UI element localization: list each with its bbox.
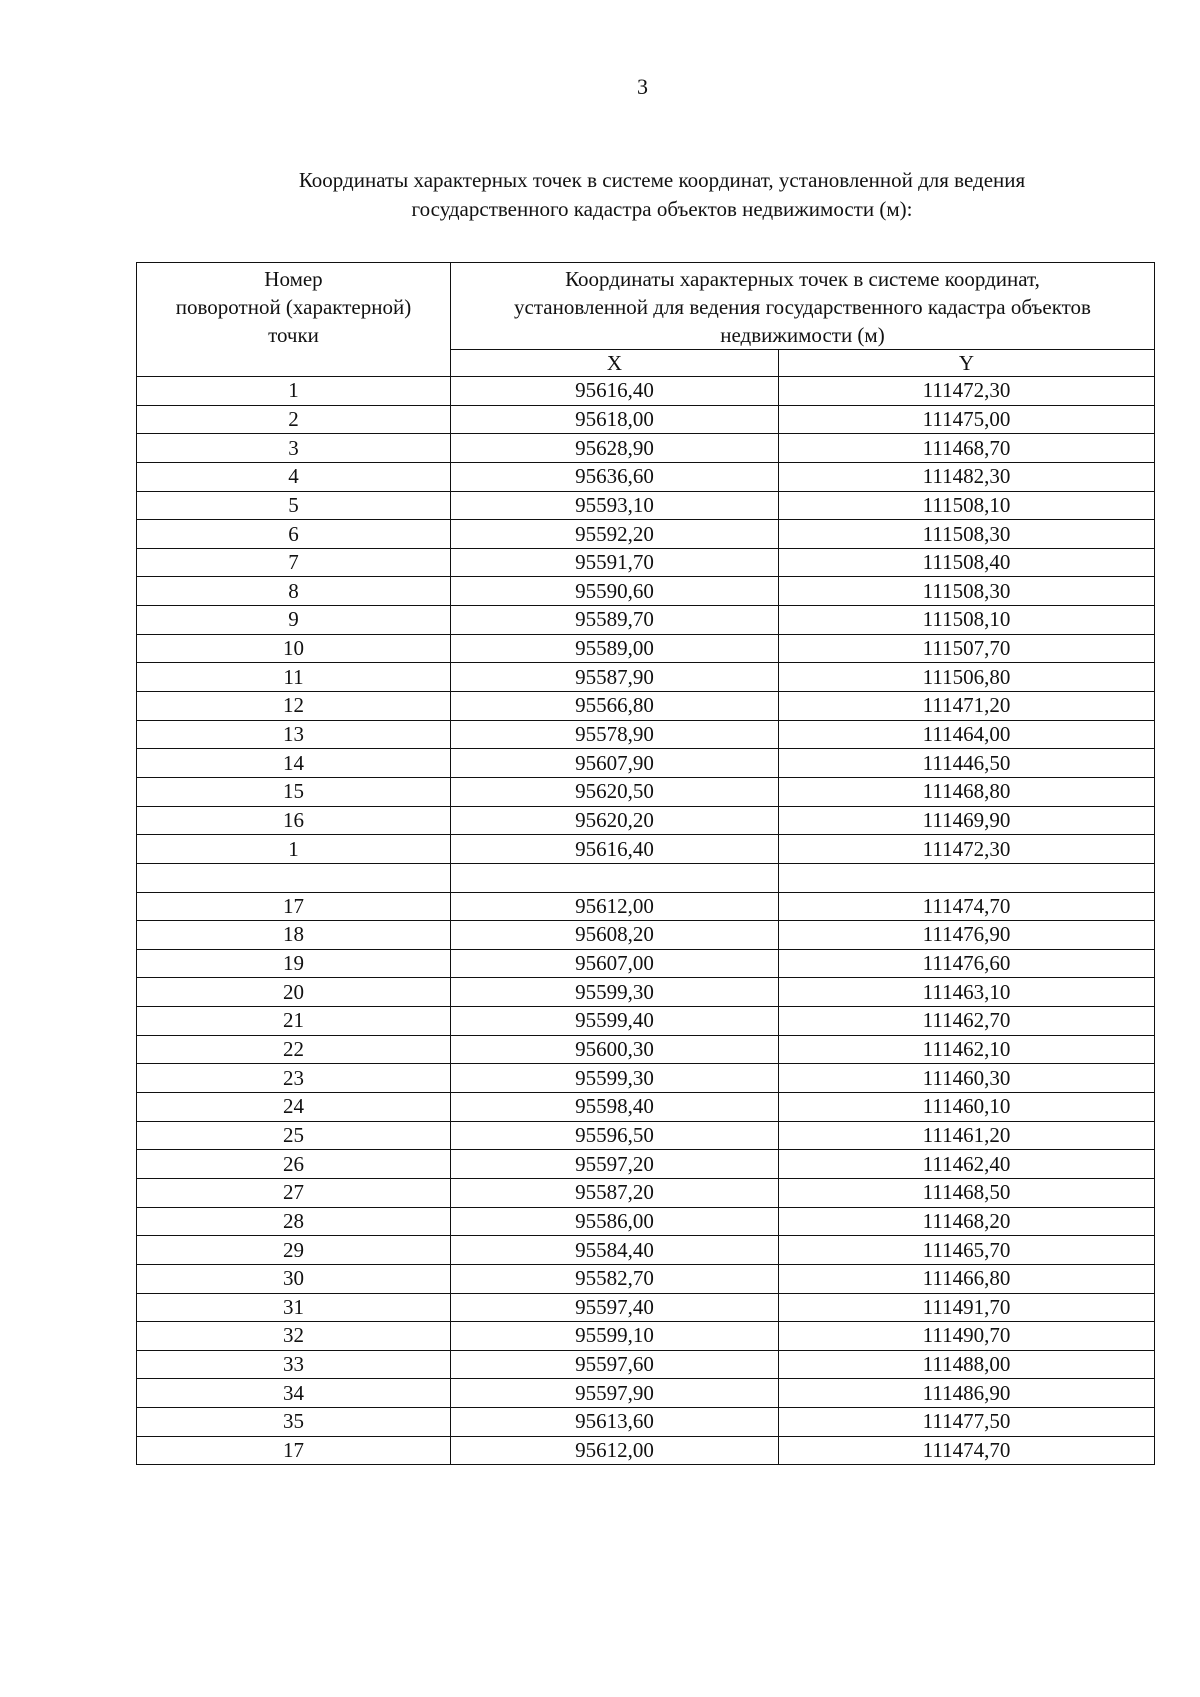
table-row [137, 777, 1155, 806]
x-coordinate-cell: 95600,30 [451, 1035, 779, 1064]
table-row [137, 835, 1155, 864]
y-coordinate-cell: 111461,20 [779, 1121, 1155, 1150]
x-coordinate-cell: 95590,60 [451, 577, 779, 606]
y-coordinate-cell: 111462,70 [779, 1007, 1155, 1036]
table-row [137, 806, 1155, 835]
y-coordinate-cell: 111486,90 [779, 1379, 1155, 1408]
x-coordinate-cell: 95584,40 [451, 1236, 779, 1265]
y-coordinate-cell: 111476,90 [779, 921, 1155, 950]
point-number-cell: 8 [137, 577, 451, 606]
point-number-cell: 30 [137, 1264, 451, 1293]
point-number-cell: 26 [137, 1150, 451, 1179]
x-coordinate-cell: 95607,00 [451, 949, 779, 978]
x-coordinate-cell: 95620,50 [451, 777, 779, 806]
x-coordinate-cell: 95597,40 [451, 1293, 779, 1322]
point-number-cell: 35 [137, 1408, 451, 1437]
x-coordinate-cell: 95599,30 [451, 978, 779, 1007]
x-coordinate-cell: 95589,70 [451, 606, 779, 635]
point-number-cell: 13 [137, 720, 451, 749]
x-coordinate-cell: 95587,90 [451, 663, 779, 692]
y-coordinate-cell: 111465,70 [779, 1236, 1155, 1265]
table-row [137, 1408, 1155, 1437]
coordinates-header-line-1: Координаты характерных точек в системе координат, [565, 267, 1040, 291]
x-coordinate-cell: 95607,90 [451, 749, 779, 778]
point-number-cell: 3 [137, 434, 451, 463]
table-row [137, 1236, 1155, 1265]
table-row [137, 949, 1155, 978]
table-row [137, 1064, 1155, 1093]
point-number-cell: 17 [137, 1436, 451, 1465]
coordinates-header [451, 263, 1155, 350]
table-row [137, 1035, 1155, 1064]
x-coordinate-cell: 95620,20 [451, 806, 779, 835]
table-row [137, 462, 1155, 491]
table-row [137, 892, 1155, 921]
x-coordinate-cell: 95592,20 [451, 520, 779, 549]
x-coordinate-cell: 95612,00 [451, 1436, 779, 1465]
y-coordinate-cell: 111474,70 [779, 1436, 1155, 1465]
x-coordinate-cell: 95593,10 [451, 491, 779, 520]
y-coordinate-cell: 111460,10 [779, 1093, 1155, 1122]
point-number-cell: 18 [137, 921, 451, 950]
x-coordinate-cell: 95616,40 [451, 835, 779, 864]
y-coordinate-cell: 111446,50 [779, 749, 1155, 778]
point-number-cell: 5 [137, 491, 451, 520]
x-coordinate-cell: 95597,90 [451, 1379, 779, 1408]
heading-line-2: государственного кадастра объектов недвижимости (м): [411, 197, 913, 221]
x-coordinate-cell: 95587,20 [451, 1178, 779, 1207]
table-row [137, 1121, 1155, 1150]
x-coordinate-cell: 95597,60 [451, 1350, 779, 1379]
page-number: 3 [637, 74, 648, 99]
y-coordinate-cell: 111460,30 [779, 1064, 1155, 1093]
table-row [137, 577, 1155, 606]
point-number-cell: 34 [137, 1379, 451, 1408]
point-number-header [137, 263, 451, 377]
point-number-cell: 10 [137, 634, 451, 663]
point-number-cell: 29 [137, 1236, 451, 1265]
table-row [137, 1293, 1155, 1322]
y-coordinate-cell: 111508,10 [779, 491, 1155, 520]
y-coordinate-cell: 111508,10 [779, 606, 1155, 635]
y-coordinate-cell: 111474,70 [779, 892, 1155, 921]
x-coordinate-cell: 95616,40 [451, 377, 779, 406]
y-coordinate-cell: 111507,70 [779, 634, 1155, 663]
y-coordinate-cell: 111468,50 [779, 1178, 1155, 1207]
x-coordinate-cell: 95613,60 [451, 1408, 779, 1437]
y-coordinate-cell: 111491,70 [779, 1293, 1155, 1322]
coordinates-header-line-3: недвижимости (м) [720, 323, 885, 347]
point-number-header-line-3: точки [268, 323, 319, 347]
point-number-cell: 16 [137, 806, 451, 835]
point-number-cell: 28 [137, 1207, 451, 1236]
table-row [137, 1207, 1155, 1236]
table-row [137, 405, 1155, 434]
table-row [137, 1093, 1155, 1122]
point-number-cell: 25 [137, 1121, 451, 1150]
table-row [137, 921, 1155, 950]
coordinates-table [136, 262, 1155, 1465]
heading-line-1: Координаты характерных точек в системе координат, установленной для ведения [298, 168, 1026, 192]
table-row [137, 1436, 1155, 1465]
y-coordinate-cell: 111482,30 [779, 462, 1155, 491]
point-number-cell: 17 [137, 892, 451, 921]
y-coordinate-cell [779, 863, 1155, 892]
point-number-cell [137, 863, 451, 892]
x-coordinate-cell: 95598,40 [451, 1093, 779, 1122]
point-number-cell: 15 [137, 777, 451, 806]
table-row [137, 692, 1155, 721]
table-row [137, 863, 1155, 892]
x-coordinate-cell [451, 863, 779, 892]
x-coordinate-cell: 95599,30 [451, 1064, 779, 1093]
y-coordinate-cell: 111475,00 [779, 405, 1155, 434]
y-coordinate-cell: 111488,00 [779, 1350, 1155, 1379]
y-coordinate-cell: 111466,80 [779, 1264, 1155, 1293]
point-number-cell: 11 [137, 663, 451, 692]
point-number-cell: 23 [137, 1064, 451, 1093]
point-number-cell: 21 [137, 1007, 451, 1036]
y-coordinate-cell: 111472,30 [779, 835, 1155, 864]
y-coordinate-cell: 111464,00 [779, 720, 1155, 749]
point-number-cell: 22 [137, 1035, 451, 1064]
y-coordinate-cell: 111476,60 [779, 949, 1155, 978]
table-row [137, 1150, 1155, 1179]
y-coordinate-cell: 111471,20 [779, 692, 1155, 721]
x-coordinate-cell: 95599,40 [451, 1007, 779, 1036]
table-row [137, 491, 1155, 520]
table-row [137, 1264, 1155, 1293]
table-row [137, 1379, 1155, 1408]
x-coordinate-cell: 95566,80 [451, 692, 779, 721]
y-coordinate-cell: 111508,40 [779, 548, 1155, 577]
table-row [137, 663, 1155, 692]
x-coordinate-cell: 95597,20 [451, 1150, 779, 1179]
table-row [137, 749, 1155, 778]
point-number-cell: 2 [137, 405, 451, 434]
x-coordinate-cell: 95636,60 [451, 462, 779, 491]
table-row [137, 1178, 1155, 1207]
y-coordinate-cell: 111468,70 [779, 434, 1155, 463]
x-coordinate-cell: 95589,00 [451, 634, 779, 663]
point-number-cell: 9 [137, 606, 451, 635]
x-coordinate-cell: 95582,70 [451, 1264, 779, 1293]
y-coordinate-cell: 111468,20 [779, 1207, 1155, 1236]
x-column-header: X [451, 350, 779, 377]
x-coordinate-cell: 95608,20 [451, 921, 779, 950]
table-row [137, 548, 1155, 577]
point-number-cell: 6 [137, 520, 451, 549]
point-number-cell: 19 [137, 949, 451, 978]
y-coordinate-cell: 111477,50 [779, 1408, 1155, 1437]
y-coordinate-cell: 111463,10 [779, 978, 1155, 1007]
y-coordinate-cell: 111508,30 [779, 520, 1155, 549]
table-row [137, 634, 1155, 663]
point-number-cell: 32 [137, 1322, 451, 1351]
y-column-header: Y [779, 350, 1155, 377]
y-coordinate-cell: 111508,30 [779, 577, 1155, 606]
x-coordinate-cell: 95591,70 [451, 548, 779, 577]
point-number-cell: 7 [137, 548, 451, 577]
point-number-cell: 31 [137, 1293, 451, 1322]
x-coordinate-cell: 95628,90 [451, 434, 779, 463]
point-number-cell: 24 [137, 1093, 451, 1122]
y-coordinate-cell: 111490,70 [779, 1322, 1155, 1351]
y-coordinate-cell: 111462,40 [779, 1150, 1155, 1179]
table-row [137, 1322, 1155, 1351]
table-row [137, 978, 1155, 1007]
point-number-cell: 14 [137, 749, 451, 778]
table-row [137, 606, 1155, 635]
y-coordinate-cell: 111468,80 [779, 777, 1155, 806]
table-row [137, 377, 1155, 406]
point-number-cell: 20 [137, 978, 451, 1007]
point-number-header-line-2: поворотной (характерной) [175, 295, 412, 319]
table-row [137, 520, 1155, 549]
y-coordinate-cell: 111506,80 [779, 663, 1155, 692]
coordinates-header-line-2: установленной для ведения государственного кадастра объектов [514, 295, 1091, 319]
point-number-cell: 4 [137, 462, 451, 491]
table-row [137, 434, 1155, 463]
table-row [137, 1007, 1155, 1036]
point-number-cell: 1 [137, 377, 451, 406]
y-coordinate-cell: 111472,30 [779, 377, 1155, 406]
y-coordinate-cell: 111462,10 [779, 1035, 1155, 1064]
table-row [137, 720, 1155, 749]
document-heading [120, 166, 1200, 224]
x-coordinate-cell: 95586,00 [451, 1207, 779, 1236]
point-number-cell: 1 [137, 835, 451, 864]
point-number-cell: 27 [137, 1178, 451, 1207]
point-number-cell: 33 [137, 1350, 451, 1379]
table-row [137, 1350, 1155, 1379]
x-coordinate-cell: 95578,90 [451, 720, 779, 749]
y-coordinate-cell: 111469,90 [779, 806, 1155, 835]
x-coordinate-cell: 95596,50 [451, 1121, 779, 1150]
x-coordinate-cell: 95599,10 [451, 1322, 779, 1351]
point-number-cell: 12 [137, 692, 451, 721]
x-coordinate-cell: 95612,00 [451, 892, 779, 921]
point-number-header-line-1: Номер [264, 267, 323, 291]
x-coordinate-cell: 95618,00 [451, 405, 779, 434]
coordinates-table-body [137, 377, 1155, 1465]
